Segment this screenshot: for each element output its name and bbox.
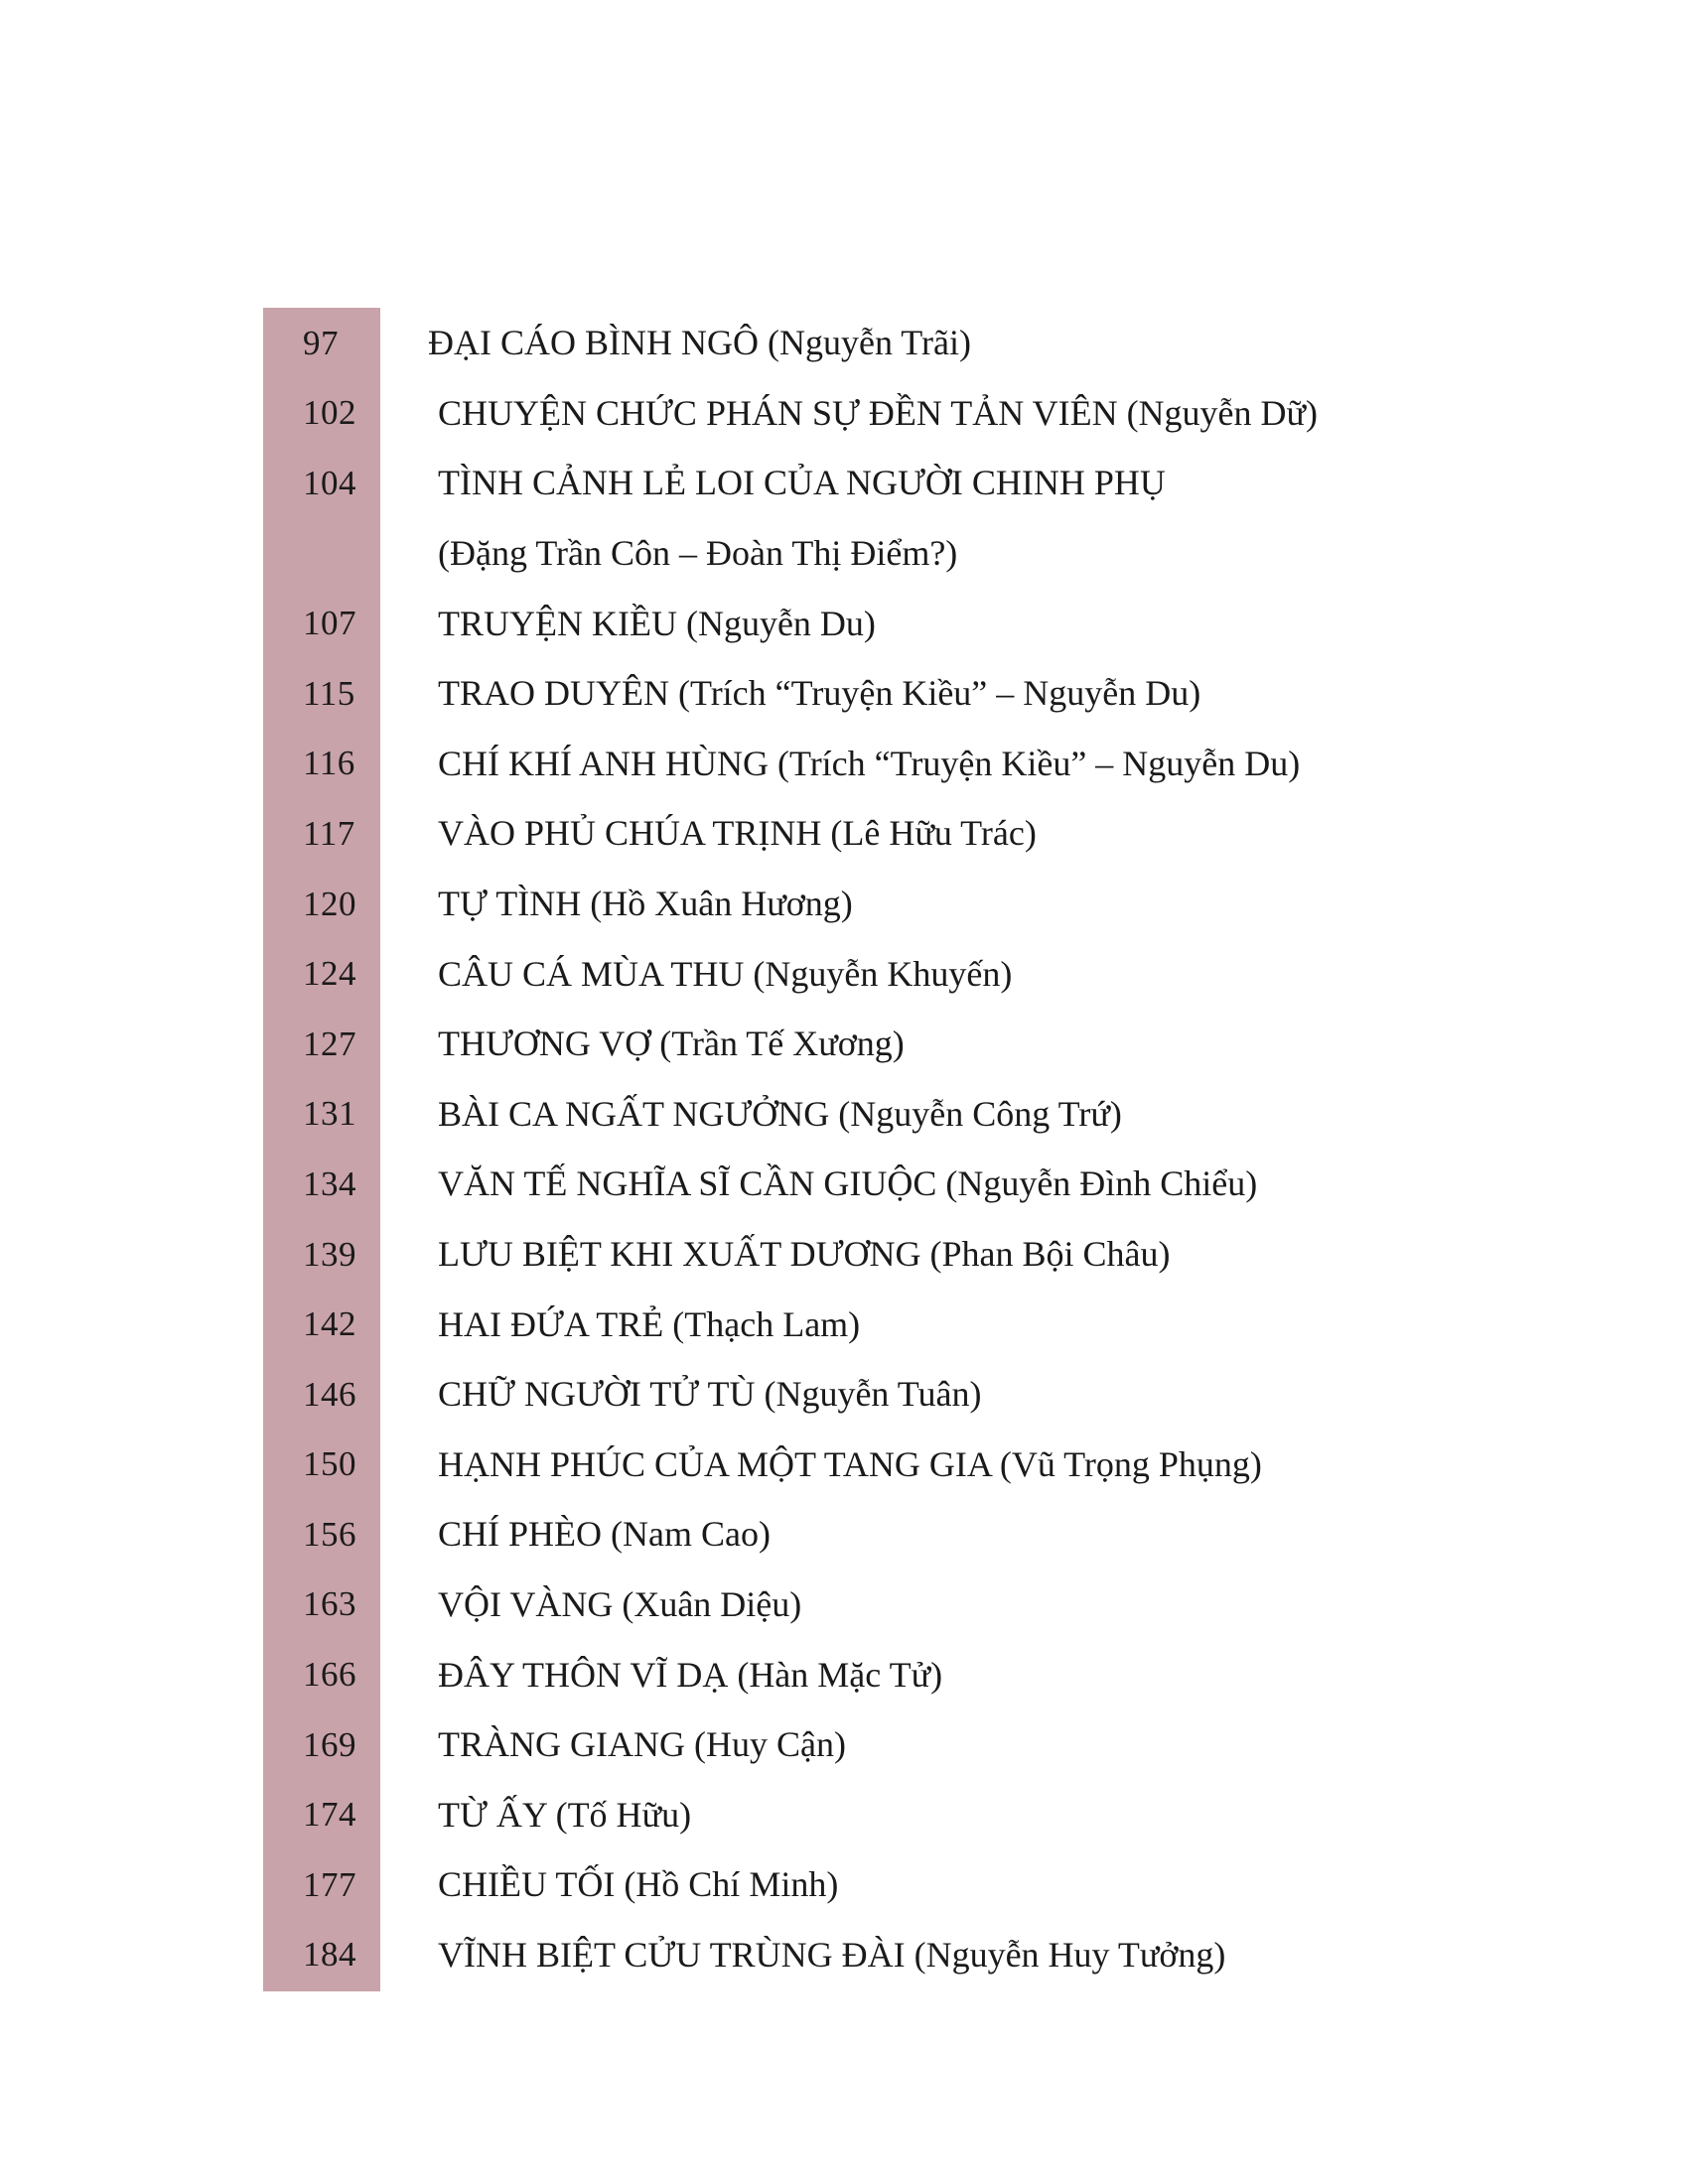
toc-entry[interactable]	[263, 1639, 1554, 1709]
toc-entry-title: LƯU BIỆT KHI XUẤT DƯƠNG (Phan Bội Châu)	[438, 1234, 1171, 1275]
toc-entry[interactable]	[263, 1009, 1554, 1079]
toc-entry-title: TỰ TÌNH (Hồ Xuân Hương)	[438, 884, 853, 924]
toc-entry[interactable]	[263, 1709, 1554, 1780]
toc-entry-title: VÀO PHỦ CHÚA TRỊNH (Lê Hữu Trác)	[438, 813, 1037, 854]
toc-entry[interactable]	[263, 1779, 1554, 1849]
toc-page-number: 177	[303, 1864, 356, 1904]
toc-page-number: 174	[303, 1795, 356, 1835]
toc-entry[interactable]	[263, 588, 1554, 658]
toc-entry-title: TRÀNG GIANG (Huy Cận)	[438, 1724, 846, 1765]
toc-entry[interactable]	[263, 1149, 1554, 1219]
toc-entry-title: TÌNH CẢNH LẺ LOI CỦA NGƯỜI CHINH PHỤ	[438, 463, 1166, 503]
toc-page-number: 117	[303, 813, 355, 853]
toc-page-number: 107	[303, 604, 356, 643]
toc-entry-title: (Đặng Trần Côn – Đoàn Thị Điểm?)	[438, 533, 958, 574]
toc-entry[interactable]	[263, 658, 1554, 729]
toc-page-number: 124	[303, 954, 356, 994]
toc-page-number: 184	[303, 1935, 356, 1975]
toc-page-number: 150	[303, 1444, 356, 1484]
toc-entry[interactable]	[263, 448, 1554, 518]
toc-entry[interactable]	[263, 308, 1554, 378]
toc-page-number: 116	[303, 744, 355, 783]
toc-entry-title: TRAO DUYÊN (Trích “Truyện Kiều” – Nguyễn Du)	[438, 673, 1201, 714]
toc-page-number: 104	[303, 463, 356, 502]
toc-entry-title: TỪ ẤY (Tố Hữu)	[438, 1794, 692, 1835]
toc-entry[interactable]	[263, 1499, 1554, 1570]
toc-entry[interactable]	[263, 1289, 1554, 1359]
toc-entry[interactable]	[263, 1219, 1554, 1290]
toc-page-number: 169	[303, 1724, 356, 1764]
toc-entry[interactable]	[263, 869, 1554, 939]
toc-page-number: 102	[303, 393, 356, 433]
toc-entry-title: CHÍ KHÍ ANH HÙNG (Trích “Truyện Kiều” – Nguyễn Du)	[438, 743, 1301, 783]
toc-entry[interactable]	[263, 378, 1554, 449]
toc-entry-title: HẠNH PHÚC CỦA MỘT TANG GIA (Vũ Trọng Phụng)	[438, 1443, 1262, 1484]
toc-page-number: 163	[303, 1584, 356, 1624]
toc-entry-title: ĐẠI CÁO BÌNH NGÔ (Nguyễn Trãi)	[428, 323, 971, 363]
toc-entry[interactable]	[263, 1079, 1554, 1150]
toc-entry-title: VĨNH BIỆT CỬU TRÙNG ĐÀI (Nguyễn Huy Tưởng)	[438, 1934, 1226, 1975]
toc-page-number: 156	[303, 1514, 356, 1554]
toc-entry[interactable]	[263, 1430, 1554, 1500]
toc-entry[interactable]	[263, 1570, 1554, 1640]
toc-entry[interactable]	[263, 1359, 1554, 1430]
toc-entry-title: CÂU CÁ MÙA THU (Nguyễn Khuyến)	[438, 953, 1013, 994]
toc-entry-title: CHỮ NGƯỜI TỬ TÙ (Nguyễn Tuân)	[438, 1374, 982, 1415]
toc-entry-title: CHÍ PHÈO (Nam Cao)	[438, 1514, 771, 1555]
toc-page-number: 131	[303, 1094, 356, 1134]
toc-page-number: 127	[303, 1024, 356, 1063]
toc-entry[interactable]	[263, 1849, 1554, 1920]
toc-entry-title: THƯƠNG VỢ (Trần Tế Xương)	[438, 1024, 905, 1064]
toc-entry[interactable]	[263, 938, 1554, 1009]
toc-entry-title: CHIỀU TỐI (Hồ Chí Minh)	[438, 1864, 839, 1905]
toc-entry-title: TRUYỆN KIỀU (Nguyễn Du)	[438, 603, 876, 643]
toc-page-number: 120	[303, 884, 356, 923]
toc-entry[interactable]	[263, 729, 1554, 799]
toc-page-number: 146	[303, 1374, 356, 1414]
toc-entry-title: ĐÂY THÔN VĨ DẠ (Hàn Mặc Tử)	[438, 1654, 943, 1695]
toc-entry-continuation	[263, 518, 1554, 589]
toc-entry[interactable]	[263, 1920, 1554, 1990]
toc-page-number: 134	[303, 1163, 356, 1203]
toc-page-number: 166	[303, 1655, 356, 1695]
toc-page-number: 139	[303, 1234, 356, 1274]
toc-entry-title: VỘI VÀNG (Xuân Diệu)	[438, 1583, 802, 1624]
toc-entry-title: CHUYỆN CHỨC PHÁN SỰ ĐỀN TẢN VIÊN (Nguyễn Dữ)	[438, 392, 1319, 433]
toc-entry-title: BÀI CA NGẤT NGƯỞNG (Nguyễn Công Trứ)	[438, 1093, 1122, 1134]
toc-entry-title: HAI ĐỨA TRẺ (Thạch Lam)	[438, 1303, 861, 1344]
toc-page-number: 97	[303, 323, 339, 362]
toc-entry-title: VĂN TẾ NGHĨA SĨ CẦN GIUỘC (Nguyễn Đình Chiểu)	[438, 1163, 1258, 1204]
table-of-contents	[263, 308, 1554, 1989]
toc-entry[interactable]	[263, 798, 1554, 869]
toc-page-number: 115	[303, 673, 355, 713]
toc-page-number: 142	[303, 1304, 356, 1344]
